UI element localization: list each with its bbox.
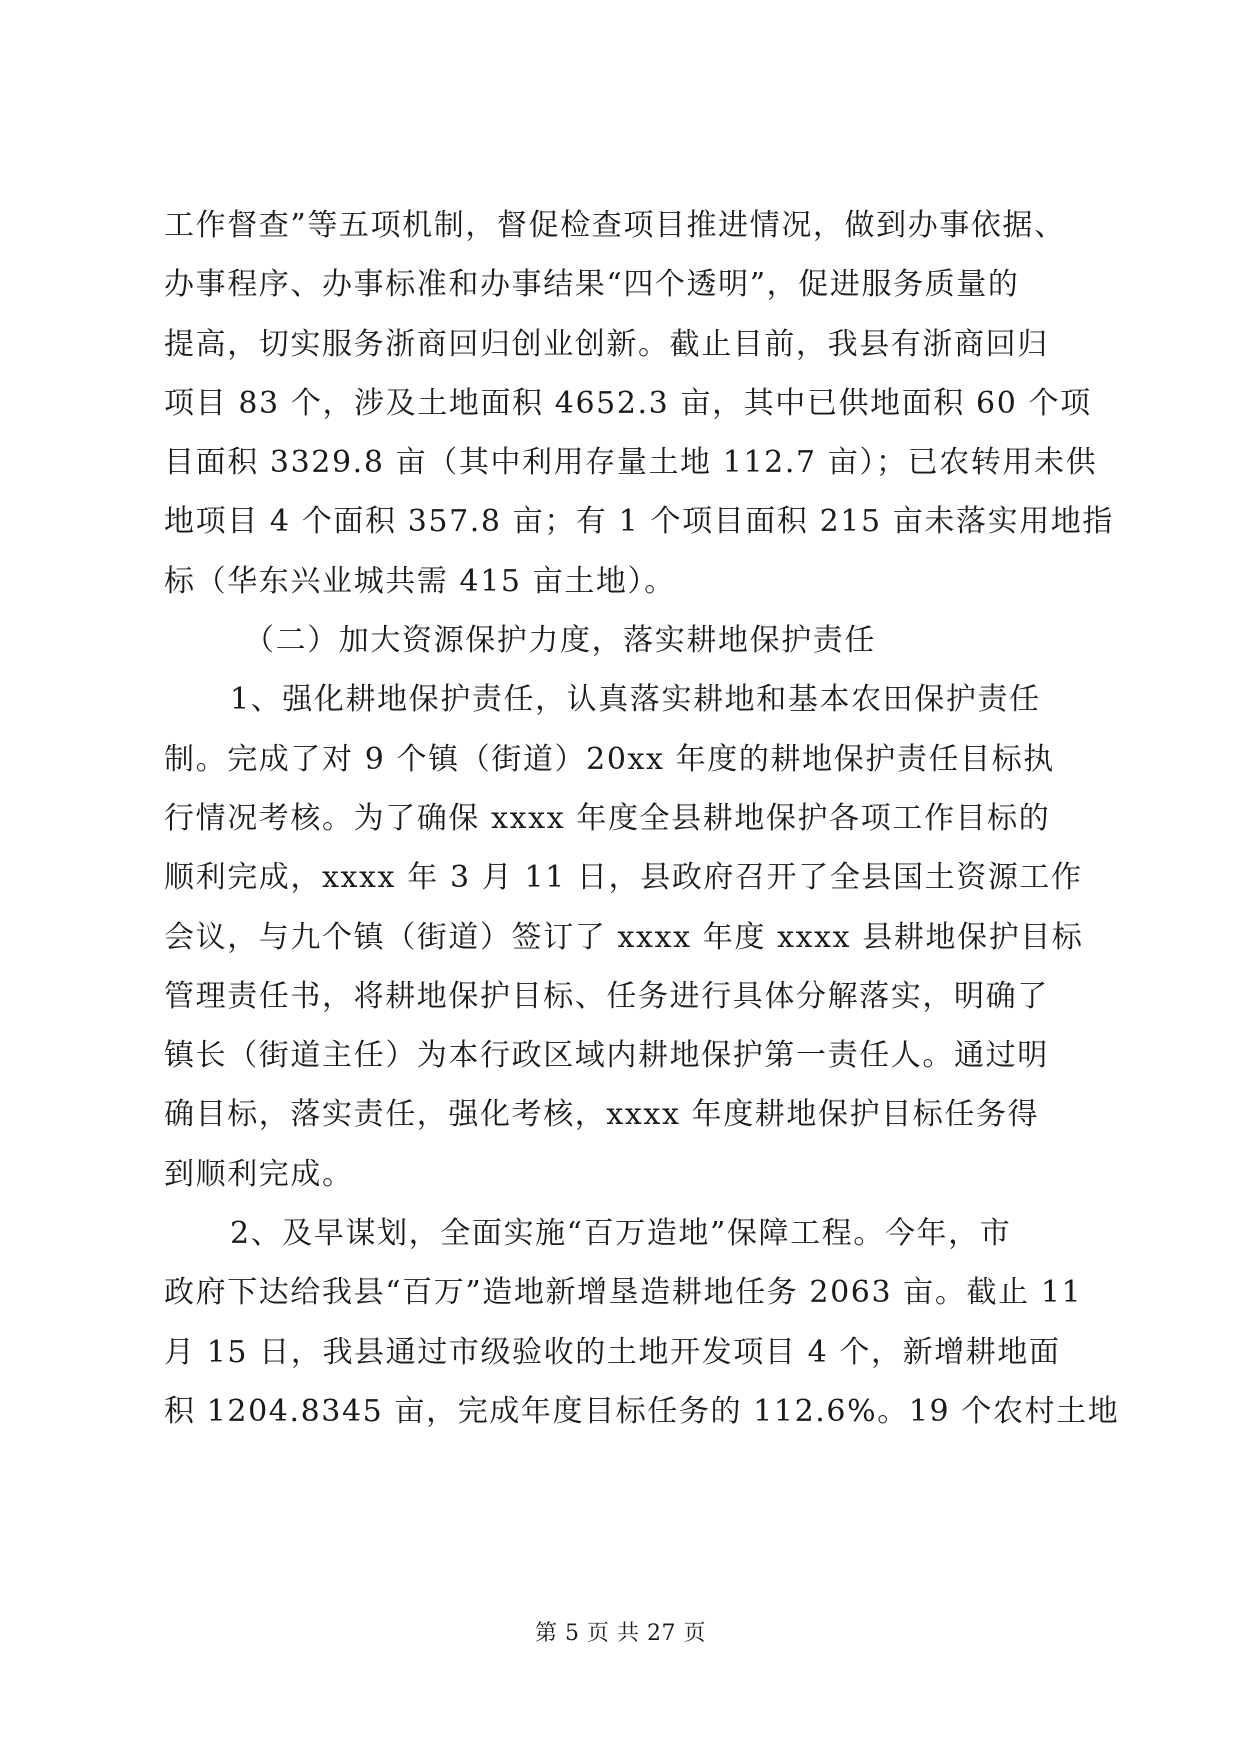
document-body: [164, 196, 1120, 1441]
text-line: 办事程序、办事标准和办事结果“四个透明”，促进服务质量的: [164, 267, 1020, 303]
section-heading: （二）加大资源保护力度，落实耕地保护责任: [244, 623, 876, 659]
text-line: 积 1204.8345 亩，完成年度目标任务的 112.6%。19 个农村土地: [164, 1393, 1120, 1429]
text-line: 项目 83 个，涉及土地面积 4652.3 亩，其中已供地面积 60 个项: [164, 385, 1092, 421]
text-line: 地项目 4 个面积 357.8 亩；有 1 个项目面积 215 亩未落实用地指: [164, 504, 1115, 540]
paragraph-start-line: 2、及早谋划，全面实施“百万造地”保障工程。今年，市: [230, 1216, 1012, 1252]
text-line: 目面积 3329.8 亩（其中利用存量土地 112.7 亩）；已农转用未供: [164, 445, 1098, 481]
text-line: 行情况考核。为了确保 xxxx 年度全县耕地保护各项工作目标的: [164, 800, 1051, 836]
text-line: 提高，切实服务浙商回归创业创新。截止目前，我县有浙商回归: [164, 326, 1049, 362]
text-line: 制。完成了对 9 个镇（街道）20xx 年度的耕地保护责任目标执: [164, 741, 1055, 777]
text-line: 管理责任书，将耕地保护目标、任务进行具体分解落实，明确了: [164, 978, 1049, 1014]
text-line: 政府下达给我县“百万”造地新增垦造耕地任务 2063 亩。截止 11: [164, 1275, 1083, 1311]
text-line: 镇长（街道主任）为本行政区域内耕地保护第一责任人。通过明: [164, 1038, 1049, 1074]
page-number-footer: 第 5 页 共 27 页: [535, 1621, 706, 1646]
text-line: 到顺利完成。: [164, 1156, 354, 1192]
text-line: 确目标，落实责任，强化考核，xxxx 年度耕地保护目标任务得: [164, 1097, 1040, 1133]
paragraph-start-line: 1、强化耕地保护责任，认真落实耕地和基本农田保护责任: [230, 682, 1041, 718]
text-line: 月 15 日，我县通过市级验收的土地开发项目 4 个，新增耕地面: [164, 1334, 1061, 1370]
text-line: 工作督查”等五项机制，督促检查项目推进情况，做到办事依据、: [164, 208, 1066, 243]
text-line: 顺利完成，xxxx 年 3 月 11 日，县政府召开了全县国土资源工作: [164, 860, 1083, 896]
text-line: 标（华东兴业城共需 415 亩土地）。: [164, 563, 676, 599]
text-line: 会议，与九个镇（街道）签订了 xxxx 年度 xxxx 县耕地保护目标: [164, 919, 1084, 955]
